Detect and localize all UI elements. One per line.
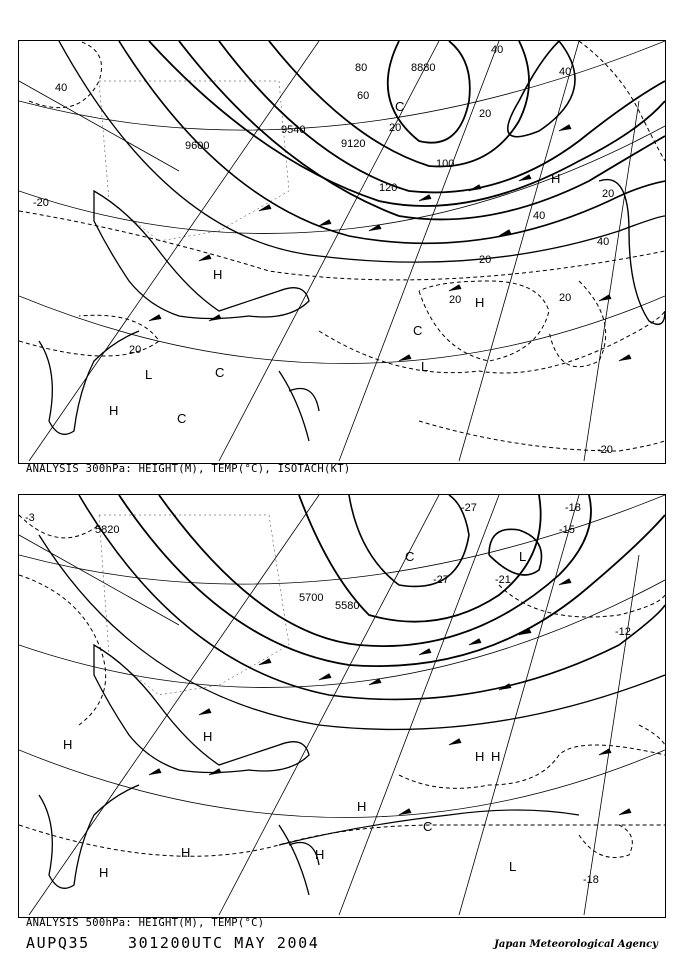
map-300hpa-canvas <box>19 41 665 463</box>
coastline <box>279 371 319 441</box>
high-pressure-marker: H <box>181 845 191 860</box>
isotach-line <box>419 281 549 361</box>
latitude-line <box>19 296 665 364</box>
map-500hpa <box>18 494 666 918</box>
high-pressure-marker: H <box>315 847 325 862</box>
meridian-line <box>459 41 579 461</box>
isotach-line <box>419 421 665 451</box>
height-contour <box>159 495 591 646</box>
low-pressure-marker: L <box>519 549 527 564</box>
isotach-label: 20 <box>479 254 492 266</box>
coastline <box>94 191 309 319</box>
cold-center-marker: C <box>423 819 433 834</box>
map-300hpa <box>18 40 666 464</box>
height-label: 9120 <box>341 138 366 150</box>
high-pressure-marker: H <box>99 865 109 880</box>
meridian-line <box>29 41 319 461</box>
isotherm-line <box>499 585 665 617</box>
height-label: 5700 <box>299 592 324 604</box>
isotach-label: 20 <box>129 344 142 356</box>
isotach-label: -20 <box>597 444 613 456</box>
temperature-label: -12 <box>615 626 631 638</box>
isotach-label: 80 <box>355 62 368 74</box>
temperature-label: -15 <box>559 524 575 536</box>
latitude-line <box>19 580 665 687</box>
wind-barbs <box>149 125 631 361</box>
isotach-label: 120 <box>379 182 398 194</box>
cold-center-marker: C <box>215 365 225 380</box>
isotach-label: 100 <box>436 158 455 170</box>
meridian-line <box>339 495 499 915</box>
height-contour <box>349 495 469 586</box>
isotach-label: 20 <box>449 294 462 306</box>
temperature-label: -27 <box>461 502 477 514</box>
meridian-line <box>584 555 639 915</box>
high-pressure-marker: H <box>203 729 213 744</box>
agency-name: Japan Meteorological Agency <box>494 939 658 950</box>
product-code: AUPQ35 <box>26 934 90 952</box>
meridian-line <box>29 495 319 915</box>
coastline <box>39 331 142 434</box>
isotach-label: 40 <box>559 66 572 78</box>
meridian-line <box>219 41 439 461</box>
low-pressure-marker: L <box>509 859 517 874</box>
latitude-line <box>19 750 665 818</box>
coastline <box>39 785 139 888</box>
high-pressure-marker: H <box>109 403 119 418</box>
isotherm-line <box>399 745 665 788</box>
temperature-label: -21 <box>495 574 511 586</box>
height-label: 5820 <box>95 524 120 536</box>
isotach-label: 20 <box>389 122 402 134</box>
cold-center-marker: C <box>395 99 405 114</box>
high-pressure-marker: H <box>475 295 485 310</box>
panel-500hpa-caption: ANALYSIS 500hPa: HEIGHT(M), TEMP(°C) <box>26 917 265 929</box>
high-pressure-marker: H <box>213 267 223 282</box>
cold-center-marker: C <box>177 411 187 426</box>
height-label: 9600 <box>185 140 210 152</box>
isotach-label: -20 <box>33 197 49 209</box>
isotach-label: 20 <box>602 188 615 200</box>
shaded-region <box>99 81 289 241</box>
isotach-label: 40 <box>55 82 68 94</box>
temperature-label: -18 <box>565 502 581 514</box>
isotherm-line <box>639 725 665 745</box>
cold-center-marker: C <box>405 549 415 564</box>
map-500hpa-canvas <box>19 495 665 917</box>
height-contour <box>119 495 665 666</box>
high-pressure-marker: H <box>357 799 367 814</box>
cold-center-marker: C <box>413 323 423 338</box>
temperature-label: -3 <box>25 512 35 524</box>
isotach-label: 40 <box>491 44 504 56</box>
isotherm-line <box>19 575 106 725</box>
coastline <box>94 645 309 773</box>
high-pressure-marker: H <box>551 171 561 186</box>
isotach-label: 40 <box>533 210 546 222</box>
isotach-label: 60 <box>357 90 370 102</box>
high-pressure-marker: H <box>491 749 501 764</box>
isotach-line <box>319 311 665 373</box>
height-label: 8880 <box>411 62 436 74</box>
temperature-label: -27 <box>433 574 449 586</box>
isotach-label: 20 <box>479 108 492 120</box>
height-label: 9540 <box>281 124 306 136</box>
coastline <box>279 825 319 895</box>
high-pressure-marker: H <box>63 737 73 752</box>
isotach-label: 20 <box>559 292 572 304</box>
isotherm-line <box>19 825 665 856</box>
low-pressure-marker: L <box>421 359 429 374</box>
low-pressure-marker: L <box>145 367 153 382</box>
height-label: 5580 <box>335 600 360 612</box>
high-pressure-marker: H <box>475 749 485 764</box>
temperature-label: -18 <box>583 874 599 886</box>
shaded-region <box>99 515 289 695</box>
height-contour <box>39 535 665 729</box>
valid-time: 301200UTC MAY 2004 <box>128 934 320 952</box>
isotach-line <box>549 281 606 367</box>
isotherm-line <box>579 825 632 858</box>
isotach-label: 40 <box>597 236 610 248</box>
panel-300hpa-caption: ANALYSIS 300hPa: HEIGHT(M), TEMP(°C), ISOTACH(KT) <box>26 463 351 475</box>
meridian-line <box>339 41 499 461</box>
